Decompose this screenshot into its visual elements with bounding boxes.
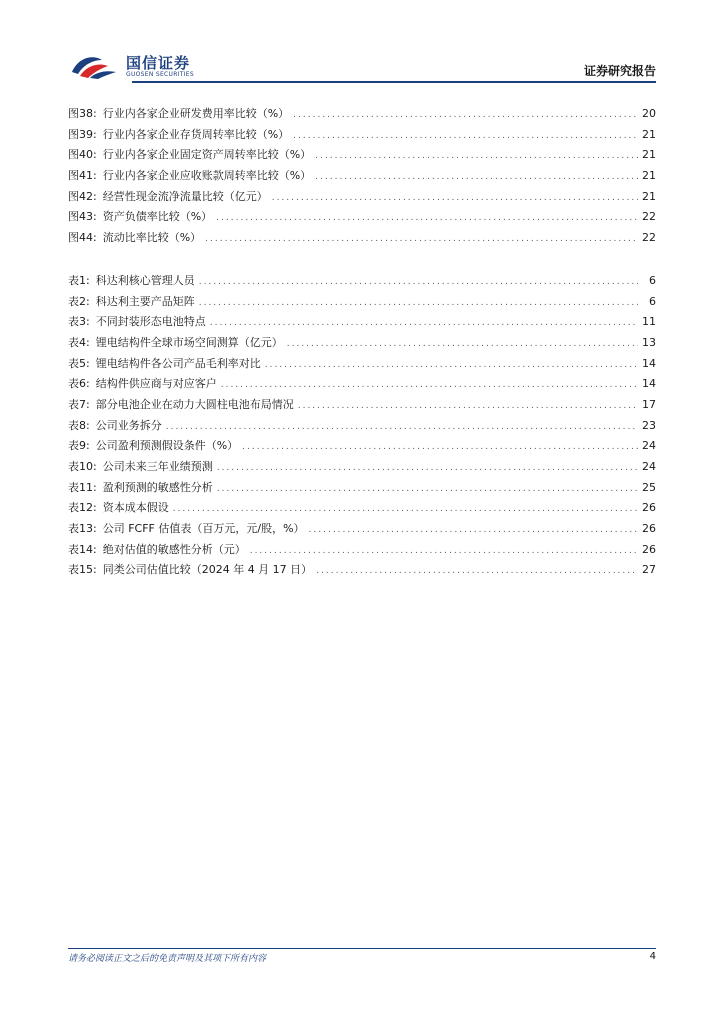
figure-title: 行业内各家企业研发费用率比较（%） [102, 107, 290, 120]
table-title: 公司业务拆分 [95, 418, 162, 432]
leader-dots [217, 458, 638, 479]
figure-title: 流动比率比较（%） [102, 231, 202, 245]
figure-page-number: 22 [642, 231, 656, 245]
table-label: 表4: [68, 335, 90, 349]
table-label: 表5: [68, 356, 90, 370]
leader-dots [250, 541, 638, 562]
figure-title: 行业内各家企业固定资产周转率比较（%） [102, 148, 312, 162]
table-page-number: 13 [642, 335, 656, 349]
figure-page-number: 20 [642, 107, 656, 120]
report-type: 证券研究报告 [583, 64, 656, 78]
table-entry[interactable] [68, 374, 656, 395]
table-title: 公司 FCFF 估值表（百万元，元/股，%） [102, 522, 305, 536]
table-title: 部分电池企业在动力大圆柱电池布局情况 [95, 397, 294, 411]
leader-dots [210, 313, 638, 334]
leader-dots [272, 188, 638, 209]
figure-label: 图39: [68, 127, 97, 141]
leader-dots [205, 229, 638, 250]
table-label: 表2: [68, 294, 90, 308]
leader-dots [173, 499, 638, 520]
figure-title: 行业内各家企业应收账款周转率比较（%） [102, 169, 312, 183]
table-page-number: 6 [649, 273, 656, 287]
figure-page-number: 21 [642, 127, 656, 141]
table-entry[interactable] [68, 395, 656, 416]
table-page-number: 26 [642, 542, 656, 556]
page-header [68, 48, 656, 84]
leader-dots [242, 437, 638, 458]
leader-dots [315, 146, 638, 167]
guosen-logo-icon [68, 50, 120, 80]
leader-dots [309, 520, 638, 541]
table-title: 科达利主要产品矩阵 [95, 294, 195, 308]
leader-dots [265, 355, 638, 376]
header-divider [132, 81, 656, 83]
figure-label: 图40: [68, 148, 97, 162]
footer-divider [68, 948, 656, 949]
disclaimer-link[interactable]: 请务必阅读正文之后的免责声明及其项下所有内容 [68, 954, 267, 964]
table-page-number: 6 [649, 294, 656, 308]
leader-dots [199, 293, 638, 314]
table-entry[interactable] [68, 498, 656, 519]
table-page-number: 23 [642, 418, 656, 432]
table-page-number: 14 [642, 356, 656, 370]
table-entry[interactable] [68, 271, 656, 292]
leader-dots [287, 334, 638, 355]
figure-list [68, 104, 656, 249]
table-title: 公司未来三年业绩预测 [102, 460, 213, 473]
figure-entry[interactable] [68, 145, 656, 166]
table-page-number: 24 [642, 460, 656, 473]
table-label: 表11: [68, 480, 97, 494]
figure-label: 图38: [68, 107, 97, 120]
figure-label: 图43: [68, 210, 97, 224]
figure-entry[interactable] [68, 166, 656, 187]
table-entry[interactable] [68, 292, 656, 313]
leader-dots [293, 105, 638, 126]
table-entry[interactable] [68, 354, 656, 375]
table-entry[interactable] [68, 416, 656, 437]
leader-dots [166, 417, 638, 438]
table-page-number: 11 [642, 315, 656, 329]
figure-entry[interactable] [68, 207, 656, 228]
table-label: 表6: [68, 377, 90, 391]
table-label: 表9: [68, 439, 90, 453]
leader-dots [221, 375, 638, 396]
table-title: 结构件供应商与对应客户 [95, 377, 217, 391]
figure-entry[interactable] [68, 104, 656, 125]
table-label: 表7: [68, 397, 90, 411]
table-entry[interactable] [68, 312, 656, 333]
table-title: 同类公司估值比较（2024 年 4 月 17 日） [102, 563, 313, 577]
table-page-number: 14 [642, 377, 656, 391]
table-title: 绝对估值的敏感性分析（元） [102, 542, 246, 556]
table-entry[interactable] [68, 519, 656, 540]
table-of-contents [68, 104, 656, 581]
table-page-number: 27 [642, 563, 656, 577]
logo-chinese-name: 国信证券 [126, 54, 191, 72]
table-title: 科达利核心管理人员 [95, 273, 195, 287]
table-label: 表13: [68, 522, 97, 536]
leader-dots [298, 396, 638, 417]
figure-title: 资产负债率比较（%） [102, 210, 213, 224]
leader-dots [217, 479, 638, 500]
figure-entry[interactable] [68, 125, 656, 146]
figure-page-number: 21 [642, 169, 656, 183]
figure-entry[interactable] [68, 228, 656, 249]
table-list [68, 271, 656, 581]
table-entry[interactable] [68, 436, 656, 457]
leader-dots [315, 167, 638, 188]
figure-page-number: 22 [642, 210, 656, 224]
table-label: 表1: [68, 273, 90, 287]
leader-dots [199, 272, 638, 293]
table-entry[interactable] [68, 478, 656, 499]
table-label: 表3: [68, 315, 90, 329]
table-page-number: 25 [642, 480, 656, 494]
table-page-number: 26 [642, 501, 656, 515]
figure-title: 经营性现金流净流量比较（亿元） [102, 189, 268, 203]
table-title: 盈利预测的敏感性分析 [102, 480, 213, 494]
table-label: 表12: [68, 501, 97, 515]
figure-page-number: 21 [642, 189, 656, 203]
table-title: 公司盈利预测假设条件（%） [95, 439, 239, 453]
table-label: 表14: [68, 542, 97, 556]
table-entry[interactable] [68, 540, 656, 561]
table-title: 锂电结构件全球市场空间测算（亿元） [95, 335, 283, 349]
page-number: 4 [649, 951, 656, 962]
table-page-number: 26 [642, 522, 656, 536]
table-label: 表8: [68, 418, 90, 432]
table-entry[interactable] [68, 457, 656, 478]
leader-dots [316, 561, 638, 582]
figure-label: 图41: [68, 169, 97, 183]
table-title: 锂电结构件各公司产品毛利率对比 [95, 356, 261, 370]
table-entry[interactable] [68, 560, 656, 581]
leader-dots [293, 126, 638, 147]
table-title: 不同封装形态电池特点 [95, 315, 206, 329]
table-entry[interactable] [68, 333, 656, 354]
logo-english-name: GUOSEN SECURITIES [126, 71, 195, 78]
figure-title: 行业内各家企业存货周转率比较（%） [102, 127, 290, 141]
guosen-logo [68, 48, 208, 82]
figure-page-number: 21 [642, 148, 656, 162]
table-label: 表15: [68, 563, 97, 577]
figure-label: 图44: [68, 231, 97, 245]
figure-entry[interactable] [68, 187, 656, 208]
table-page-number: 24 [642, 439, 656, 453]
leader-dots [216, 208, 638, 229]
figure-label: 图42: [68, 189, 97, 203]
table-label: 表10: [68, 460, 97, 473]
table-page-number: 17 [642, 397, 656, 411]
table-title: 资本成本假设 [102, 501, 169, 515]
